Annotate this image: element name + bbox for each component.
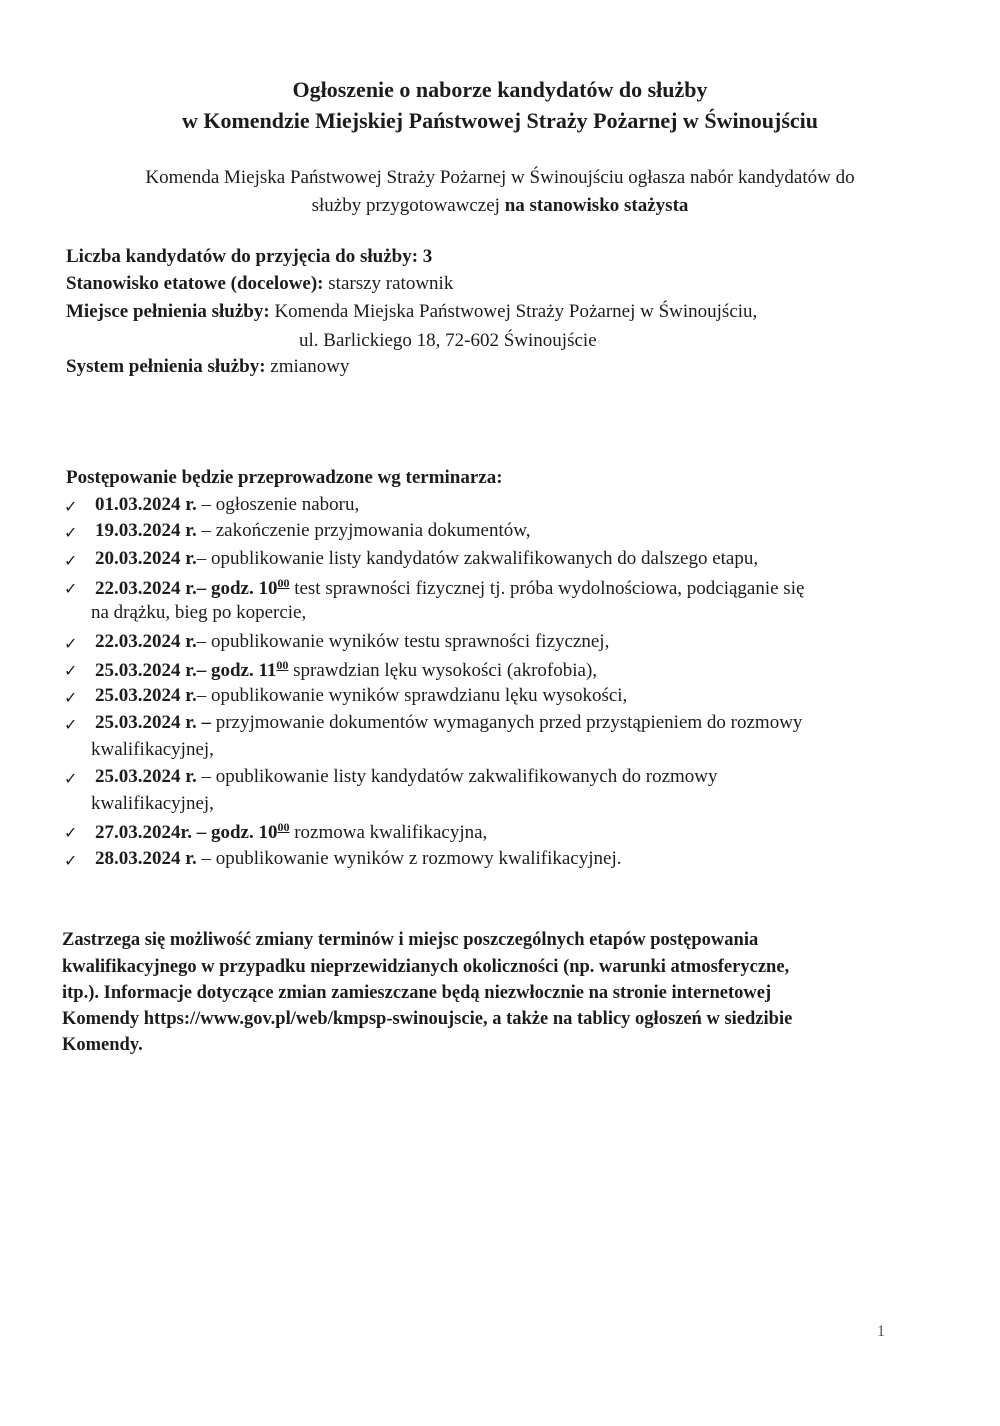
check-icon: ✓ [64,771,78,788]
schedule-heading: Postępowanie będzie przeprowadzone wg terminarza: [66,467,503,488]
check-icon: ✓ [64,853,78,870]
note-line-2: kwalifikacyjnego w przypadku nieprzewidzianych okoliczności (np. warunki atmosferyczne, [62,957,790,977]
intro-line-1: Komenda Miejska Państwowej Straży Pożarnej w Świnoujściu ogłasza nabór kandydatów do [145,167,855,188]
check-icon: ✓ [64,717,78,734]
check-icon: ✓ [64,663,78,680]
schedule-date: 25.03.2024 r.– godz. 11 [95,660,277,681]
schedule-date: 25.03.2024 r. [95,766,197,787]
check-icon: ✓ [64,581,78,598]
schedule-text-continuation: kwalifikacyjnej, [91,793,214,814]
schedule-text: test sprawności fizycznej tj. próba wydolnościowa, podciąganie się [289,578,805,599]
schedule-text: – opublikowanie wyników testu sprawności fizycznej, [196,631,610,652]
candidate-count: Liczba kandydatów do przyjęcia do służby: 3 [66,246,433,267]
service-place-value: Komenda Miejska Państwowej Straży Pożarnej w Świnoujściu, [269,301,758,322]
document-title-line-1: Ogłoszenie o naborze kandydatów do służby [292,77,708,102]
schedule-text: – opublikowanie wyników sprawdzianu lęku wysokości, [196,685,628,706]
service-place-label: Miejsce pełnienia służby: [66,301,270,322]
check-icon: ✓ [64,525,78,542]
schedule-date: 25.03.2024 r. [95,685,197,706]
note-line-5: Komendy. [62,1035,143,1055]
intro-line-2-bold: na stanowisko stażysta [504,195,689,216]
schedule-date: 20.03.2024 r. [95,548,197,569]
service-place-line [66,301,757,323]
intro-line-2-plain: służby przygotowawczej [311,195,505,216]
check-icon: ✓ [64,825,78,842]
schedule-text: przyjmowanie dokumentów wymaganych przed przystąpieniem do rozmowy [210,712,803,733]
check-icon: ✓ [64,553,78,570]
schedule-text: – zakończenie przyjmowania dokumentów, [196,520,531,541]
schedule-text: – opublikowanie listy kandydatów zakwalifikowanych do rozmowy [196,766,718,787]
page-number: 1 [877,1323,885,1340]
position-label: Stanowisko etatowe (docelowe): [66,273,324,294]
service-place-address: ul. Barlickiego 18, 72-602 Świnoujście [299,330,597,351]
note-line-1: Zastrzega się możliwość zmiany terminów i miejsc poszczególnych etapów postępowania [62,930,759,950]
schedule-date: 22.03.2024 r.– godz. 10 [95,578,278,599]
service-system-value: zmianowy [265,356,350,377]
schedule-date: 22.03.2024 r. [95,631,197,652]
schedule-date: 01.03.2024 r. [95,494,197,515]
schedule-time-superscript: 00 [276,658,289,672]
schedule-date: 19.03.2024 r. [95,520,197,541]
check-icon: ✓ [64,690,78,707]
schedule-text: rozmowa kwalifikacyjna, [289,822,488,843]
schedule-text: sprawdzian lęku wysokości (akrofobia), [288,660,598,681]
service-system-line [66,356,349,378]
schedule-text: – ogłoszenie naboru, [196,494,360,515]
position-value: starszy ratownik [323,273,454,294]
note-line-4: Komendy https://www.gov.pl/web/kmpsp-swinoujscie, a także na tablicy ogłoszeń w siedzibie [62,1009,793,1029]
intro-line-2 [0,195,1000,217]
check-icon: ✓ [64,636,78,653]
schedule-text: – opublikowanie listy kandydatów zakwalifikowanych do dalszego etapu, [196,548,759,569]
schedule-text: – opublikowanie wyników z rozmowy kwalifikacyjnej. [196,848,622,869]
schedule-time-superscript: 00 [277,820,290,834]
schedule-date: 27.03.2024r. – godz. 10 [95,822,278,843]
schedule-time-superscript: 00 [277,576,290,590]
position-line [66,273,453,295]
schedule-text-continuation: na drążku, bieg po kopercie, [91,602,307,623]
schedule-date: 28.03.2024 r. [95,848,197,869]
service-system-label: System pełnienia służby: [66,356,266,377]
note-line-3: itp.). Informacje dotyczące zmian zamieszczane będą niezwłocznie na stronie internetowej [62,983,772,1003]
schedule-text-continuation: kwalifikacyjnej, [91,739,214,760]
schedule-date: 25.03.2024 r. – [95,712,211,733]
document-title-line-2: w Komendzie Miejskiej Państwowej Straży Pożarnej w Świnoujściu [181,108,819,133]
check-icon: ✓ [64,499,78,516]
